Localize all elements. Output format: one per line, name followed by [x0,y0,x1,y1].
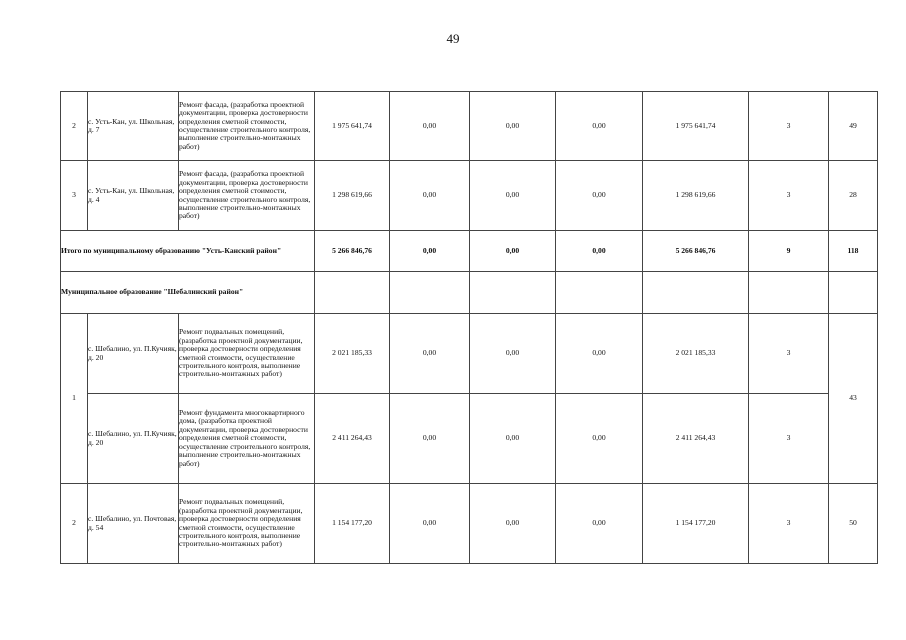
value-cell: 28 [829,161,878,231]
page-number: 49 [446,31,460,46]
value-cell: 118 [829,231,878,272]
total-cost-cell: 2 411 264,43 [315,394,390,484]
total-cost-cell: 5 266 846,76 [315,231,390,272]
value-cell: 0,00 [470,314,556,394]
capital-repair-table [60,91,878,564]
value-cell: 2 411 264,43 [643,394,749,484]
value-cell: 0,00 [390,314,470,394]
section-row [61,272,878,314]
subtotal-row [61,231,878,272]
table-row [61,484,878,564]
value-cell: 3 [749,394,829,484]
value-cell: 2 021 185,33 [643,314,749,394]
value-cell: 0,00 [470,92,556,161]
address-cell: с. Усть-Кан, ул. Школьная, д. 4 [88,161,179,231]
value-cell: 1 298 619,66 [643,161,749,231]
value-cell: 3 [749,92,829,161]
row-number: 2 [61,484,88,564]
total-cost-cell: 2 021 185,33 [315,314,390,394]
row-number: 1 [61,314,88,484]
value-cell: 3 [749,161,829,231]
section-title: Муниципальное образование "Шебалинский район" [61,272,315,314]
work-description-cell: Ремонт подвальных помещений, (разработка проектной документации, проверка достоверности определения сметной стоимости, осуществление строительного контроля, выполнение строительно-монтажных работ) [179,314,315,394]
address-cell: с. Шебалино, ул. П.Кучияк, д. 20 [88,394,179,484]
value-cell: 3 [749,314,829,394]
total-cost-cell: 1 975 641,74 [315,92,390,161]
value-cell: 0,00 [556,314,643,394]
value-cell: 0,00 [390,394,470,484]
value-cell: 0,00 [470,161,556,231]
value-cell: 0,00 [390,161,470,231]
value-cell: 1 975 641,74 [643,92,749,161]
value-cell: 0,00 [470,484,556,564]
table-row [61,314,878,394]
value-cell: 0,00 [556,231,643,272]
value-cell: 50 [829,484,878,564]
value-cell: 0,00 [556,161,643,231]
value-cell: 9 [749,231,829,272]
value-cell: 0,00 [390,92,470,161]
value-cell: 0,00 [556,394,643,484]
total-cost-cell: 1 298 619,66 [315,161,390,231]
table-row [61,394,878,484]
value-cell: 0,00 [470,394,556,484]
table-row [61,92,878,161]
address-cell: с. Шебалино, ул. Почтовая, д. 54 [88,484,179,564]
work-description-cell: Ремонт фасада, (разработка проектной документации, проверка достоверности определения сметной стоимости, осуществление строительного контроля, выполнение строительно-монтажных работ) [179,92,315,161]
value-cell: 0,00 [390,484,470,564]
value-cell: 49 [829,92,878,161]
work-description-cell: Ремонт фундамента многоквартирного дома, (разработка проектной документации, проверка достоверности определения сметной стоимости, осуществление строительного контроля, выполнение строительно-монтажных работ) [179,394,315,484]
value-cell: 0,00 [556,92,643,161]
address-cell: с. Шебалино, ул. П.Кучияк, д. 20 [88,314,179,394]
work-description-cell: Ремонт фасада, (разработка проектной документации, проверка достоверности определения сметной стоимости, осуществление строительного контроля, выполнение строительно-монтажных работ) [179,161,315,231]
value-cell: 0,00 [470,231,556,272]
value-cell: 3 [749,484,829,564]
value-cell: 0,00 [556,484,643,564]
total-cost-cell: 1 154 177,20 [315,484,390,564]
value-cell: 43 [829,314,878,484]
value-cell: 5 266 846,76 [643,231,749,272]
table-row [61,161,878,231]
row-number: 2 [61,92,88,161]
row-number: 3 [61,161,88,231]
work-description-cell: Ремонт подвальных помещений, (разработка проектной документации, проверка достоверности определения сметной стоимости, осуществление строительного контроля, выполнение строительно-монтажных работ) [179,484,315,564]
value-cell: 0,00 [390,231,470,272]
address-cell: с. Усть-Кан, ул. Школьная, д. 7 [88,92,179,161]
subtotal-label: Итого по муниципальному образованию "Усть-Канский район" [61,231,315,272]
value-cell: 1 154 177,20 [643,484,749,564]
